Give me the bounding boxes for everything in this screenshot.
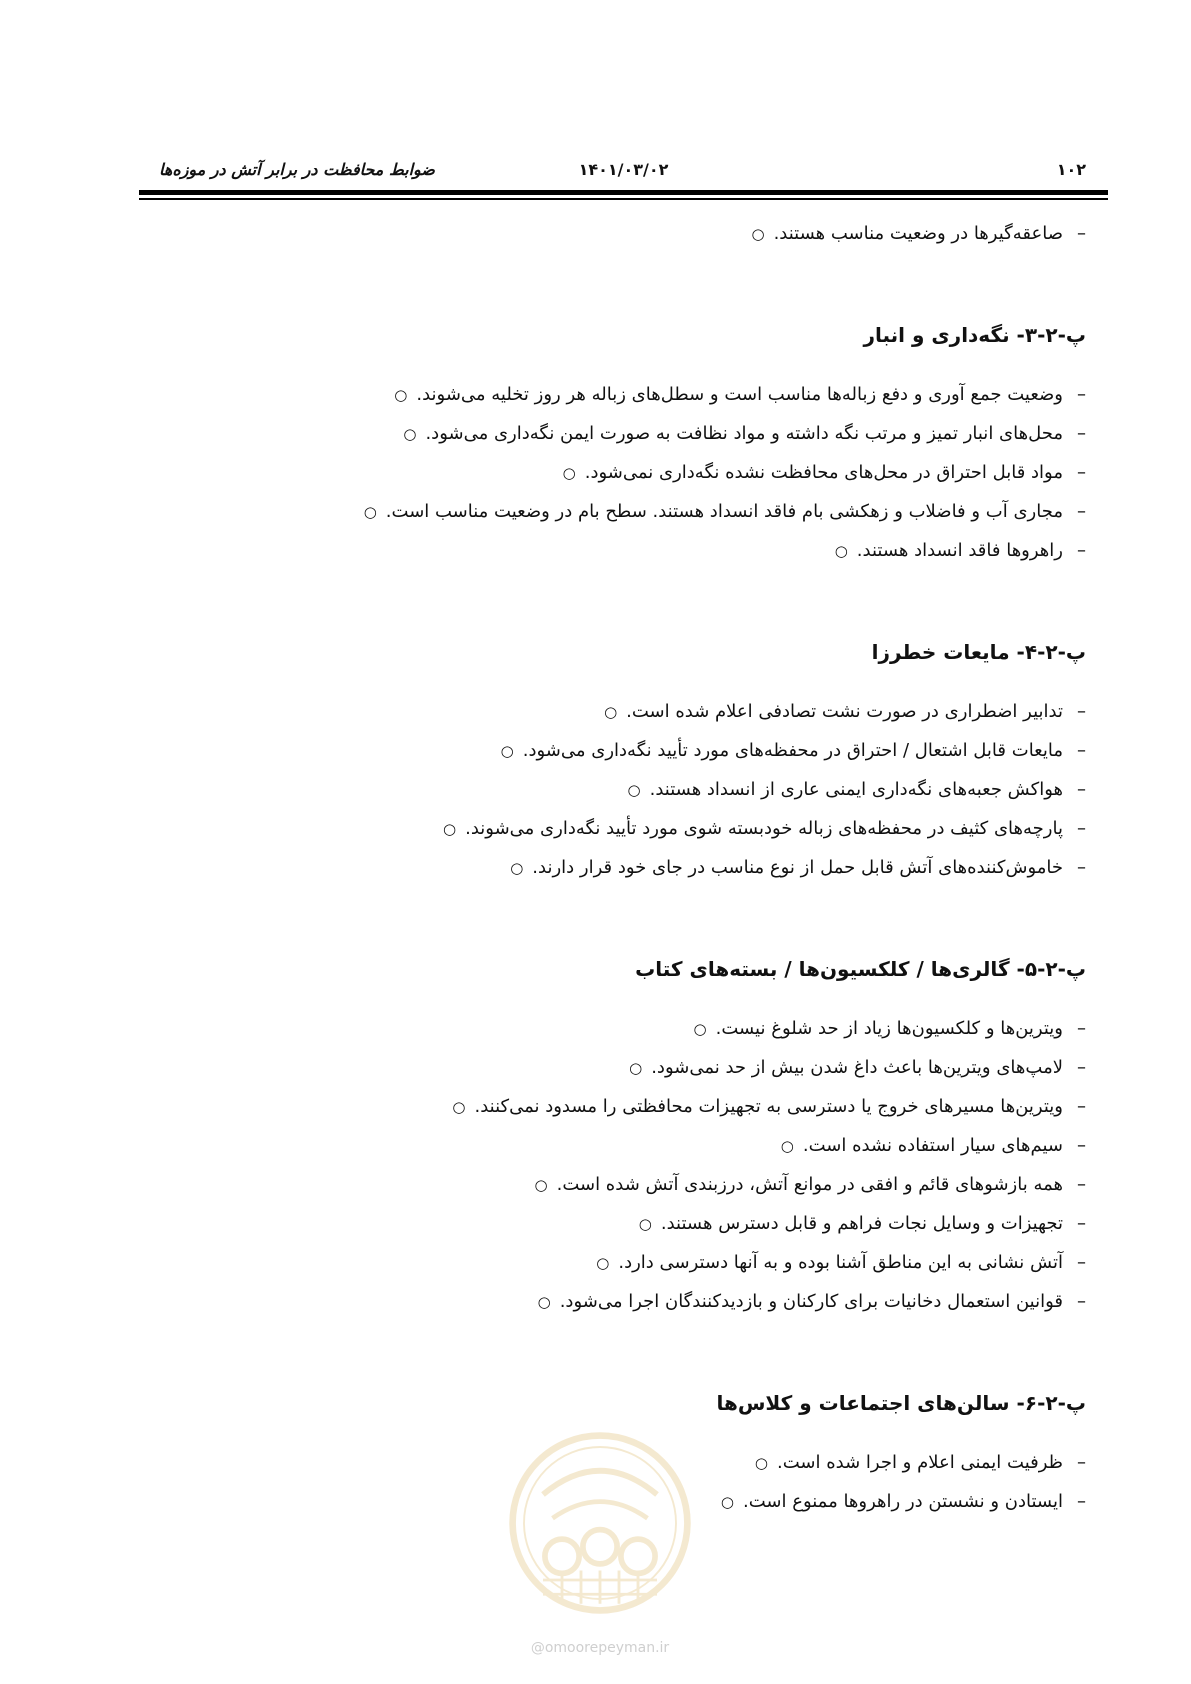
item-text: همه بازشوهای قائم و افقی در موانع آتش، درزبندی آتش شده است. [556, 1174, 1063, 1195]
checkbox-circle-icon: ○ [627, 781, 641, 799]
checkbox-circle-icon: ○ [751, 225, 765, 243]
checkbox-circle-icon: ○ [500, 742, 514, 760]
dash-bullet: – [1077, 1096, 1086, 1117]
dash-bullet: – [1077, 857, 1086, 878]
dash-bullet: – [1077, 1057, 1086, 1078]
checklist-item [139, 1204, 1086, 1243]
header-rule-thin [139, 198, 1108, 200]
dash-bullet: – [1077, 1252, 1086, 1273]
checkbox-circle-icon: ○ [452, 1098, 466, 1116]
item-text: محل‌های انبار تمیز و مرتب نگه داشته و مواد نظافت به صورت ایمن نگه‌داری می‌شود. [425, 423, 1063, 444]
checkbox-circle-icon: ○ [834, 542, 848, 560]
dash-bullet: – [1077, 462, 1086, 483]
item-text: قوانین استعمال دخانیات برای کارکنان و بازدیدکنندگان اجرا می‌شود. [559, 1291, 1063, 1312]
checklist-item [139, 1009, 1086, 1048]
item-text: ایستادن و نشستن در راهروها ممنوع است. [743, 1491, 1063, 1512]
checkbox-circle-icon: ○ [638, 1215, 652, 1233]
checkbox-circle-icon: ○ [780, 1137, 794, 1155]
section [139, 951, 1086, 1321]
checklist-item [139, 1165, 1086, 1204]
checklist-item [139, 1243, 1086, 1282]
item-text: لامپ‌های ویترین‌ها باعث داغ شدن بیش از حد نمی‌شود. [651, 1057, 1063, 1078]
checklist-item [139, 453, 1086, 492]
item-text: تجهیزات و وسایل نجات فراهم و قابل دسترس هستند. [660, 1213, 1063, 1234]
item-text: پارچه‌های کثیف در محفظه‌های زباله خودبسته شوی مورد تأیید نگه‌داری می‌شوند. [465, 818, 1063, 839]
section-title: پ-۲-۳- نگه‌داری و انبار [863, 323, 1086, 347]
dash-bullet: – [1077, 1135, 1086, 1156]
dash-bullet: – [1077, 1291, 1086, 1312]
checkbox-circle-icon: ○ [629, 1059, 643, 1077]
item-text: صاعقه‌گیرها در وضعیت مناسب هستند. [773, 223, 1063, 244]
dash-bullet: – [1077, 818, 1086, 839]
dash-bullet: – [1077, 423, 1086, 444]
dash-bullet: – [1077, 1213, 1086, 1234]
checkbox-circle-icon: ○ [604, 703, 618, 721]
checkbox-circle-icon: ○ [394, 386, 408, 404]
dash-bullet: – [1077, 540, 1086, 561]
item-text: مجاری آب و فاضلاب و زهکشی بام فاقد انسداد هستند. سطح بام در وضعیت مناسب است. [385, 501, 1063, 522]
dash-bullet: – [1077, 501, 1086, 522]
checklist-item [139, 492, 1086, 531]
checkbox-circle-icon: ○ [534, 1176, 548, 1194]
checkbox-circle-icon: ○ [754, 1454, 769, 1472]
item-text: ظرفیت ایمنی اعلام و اجرا شده است. [777, 1452, 1063, 1473]
checkbox-circle-icon: ○ [363, 503, 377, 521]
checklist-item [139, 809, 1086, 848]
checkbox-circle-icon: ○ [403, 425, 417, 443]
header-title: ضوابط محافظت در برابر آتش در موزه‌ها [159, 160, 435, 179]
dash-bullet: – [1077, 779, 1086, 800]
item-text: سیم‌های سیار استفاده نشده است. [802, 1135, 1063, 1156]
dash-bullet: – [1077, 1018, 1086, 1039]
watermark-site: @omoorepeyman.ir [530, 1640, 670, 1656]
checkbox-circle-icon: ○ [693, 1020, 707, 1038]
dash-bullet: – [1077, 384, 1086, 405]
page-number: ۱۰۲ [1056, 160, 1086, 179]
checklist-item [139, 731, 1086, 770]
checklist-item [139, 1087, 1086, 1126]
item-text: راهروها فاقد انسداد هستند. [856, 540, 1063, 561]
dash-bullet: – [1077, 1491, 1086, 1512]
watermark-logo-icon [505, 1428, 695, 1618]
section-title: پ-۲-۶- سالن‌های اجتماعات و کلاس‌ها [716, 1391, 1086, 1415]
checklist-item [139, 692, 1086, 731]
header-date: ۱۴۰۱/۰۳/۰۲ [578, 160, 669, 179]
checkbox-circle-icon: ○ [510, 859, 524, 877]
item-text: ویترین‌ها مسیرهای خروج یا دسترسی به تجهیزات محافظتی را مسدود نمی‌کنند. [474, 1096, 1063, 1117]
page-header [139, 160, 1108, 182]
checkbox-circle-icon: ○ [596, 1254, 610, 1272]
item-text: خاموش‌کننده‌های آتش قابل حمل از نوع مناسب در جای خود قرار دارند. [532, 857, 1063, 878]
item-text: وضعیت جمع آوری و دفع زباله‌ها مناسب است و سطل‌های زباله هر روز تخلیه می‌شوند. [416, 384, 1063, 405]
dash-bullet: – [1077, 701, 1086, 722]
dash-bullet: – [1077, 740, 1086, 761]
item-text: مواد قابل احتراق در محل‌های محافظت نشده نگه‌داری نمی‌شود. [584, 462, 1063, 483]
checklist-item [139, 1126, 1086, 1165]
section-title: پ-۲-۵- گالری‌ها / کلکسیون‌ها / بسته‌های کتاب [635, 957, 1086, 981]
item-text: مایعات قابل اشتعال / احتراق در محفظه‌های مورد تأیید نگه‌داری می‌شود. [522, 740, 1063, 761]
dash-bullet: – [1077, 1452, 1086, 1473]
section [139, 634, 1086, 887]
checklist-item [139, 375, 1086, 414]
item-text: هواکش جعبه‌های نگه‌داری ایمنی عاری از انسداد هستند. [649, 779, 1063, 800]
checklist-item [139, 770, 1086, 809]
checklist-item [139, 1282, 1086, 1321]
document-body [139, 214, 1086, 1521]
checklist-item [139, 214, 1086, 253]
checklist-item [139, 1048, 1086, 1087]
item-text: تدابیر اضطراری در صورت نشت تصادفی اعلام شده است. [626, 701, 1063, 722]
dash-bullet: – [1077, 223, 1086, 244]
section-title: پ-۲-۴- مایعات خطرزا [871, 640, 1086, 664]
dash-bullet: – [1077, 1174, 1086, 1195]
checkbox-circle-icon: ○ [537, 1293, 551, 1311]
item-text: ویترین‌ها و کلکسیون‌ها زیاد از حد شلوغ نیست. [715, 1018, 1063, 1039]
checkbox-circle-icon: ○ [720, 1493, 734, 1511]
checklist-item [139, 414, 1086, 453]
header-rule-thick [139, 190, 1108, 195]
checklist-item [139, 531, 1086, 570]
item-text: آتش نشانی به این مناطق آشنا بوده و به آنها دسترسی دارد. [618, 1252, 1063, 1273]
checkbox-circle-icon: ○ [443, 820, 457, 838]
checklist-item [139, 848, 1086, 887]
checkbox-circle-icon: ○ [562, 464, 576, 482]
section [139, 317, 1086, 570]
